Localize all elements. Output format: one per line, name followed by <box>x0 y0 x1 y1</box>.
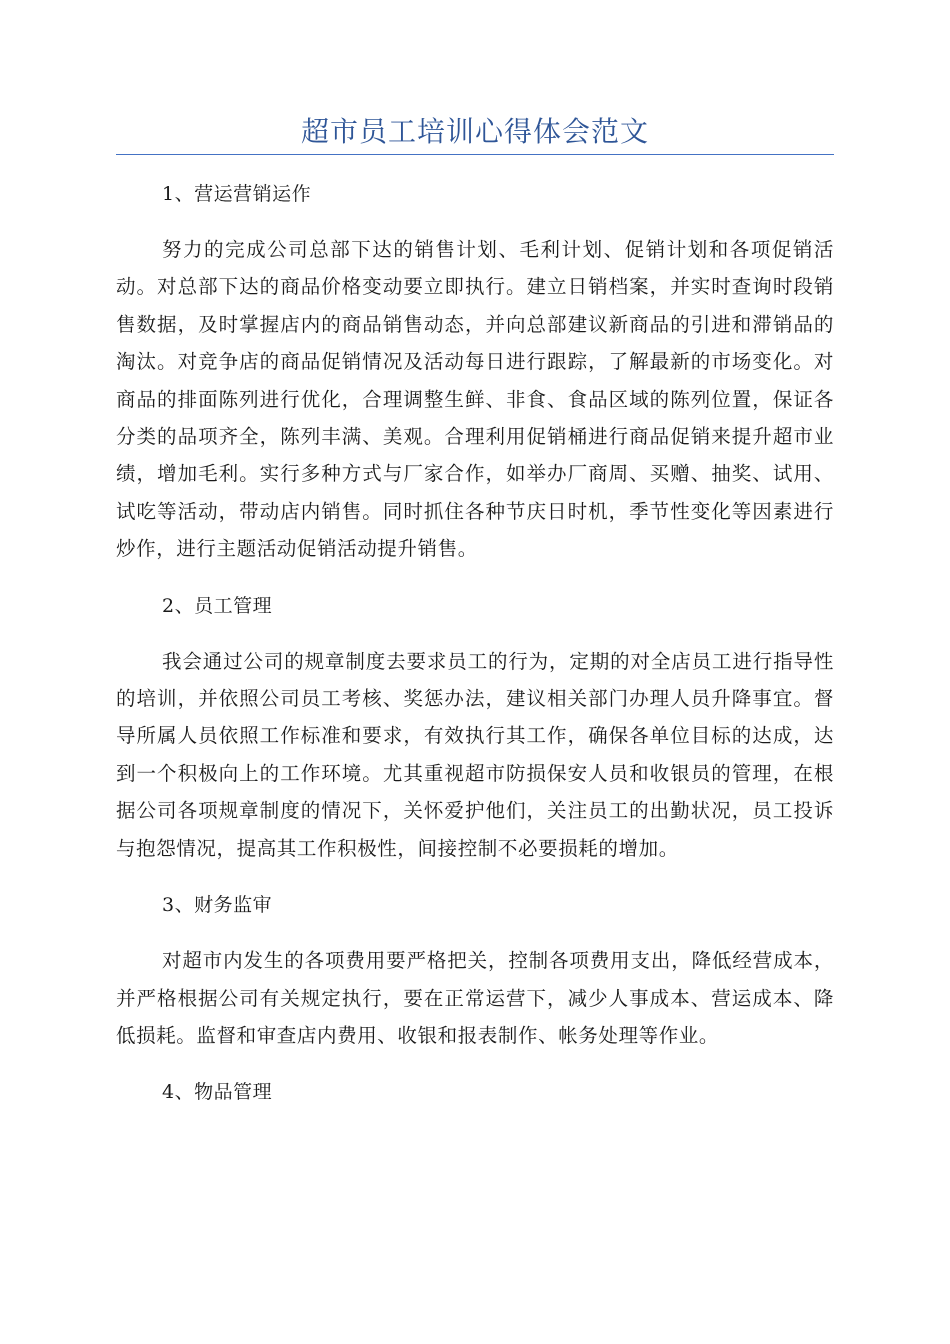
document-title: 超市员工培训心得体会范文 <box>300 115 649 148</box>
section-paragraph: 对超市内发生的各项费用要严格把关，控制各项费用支出，降低经营成本，并严格根据公司有关规定执行，要在正常运营下，减少人事成本、营运成本、降低损耗。监督和审查店内费用、收银和报表制作、帐务处理等作业。 <box>116 949 834 1047</box>
title-underline <box>116 154 834 155</box>
section-heading: 1、营运营销运作 <box>162 183 312 205</box>
document-body <box>116 176 834 1129</box>
section-paragraph: 努力的完成公司总部下达的销售计划、毛利计划、促销计划和各项促销活动。对总部下达的商品价格变动要立即执行。建立日销档案，并实时查询时段销售数据，及时掌握店内的商品销售动态，并向总部建议新商品的引进和滞销品的淘汰。对竞争店的商品促销情况及活动每日进行跟踪，了解最新的市场变化。对商品的排面陈列进行优化，合理调整生鲜、非食、食品区域的陈列位置，保证各分类的品项齐全，陈列丰满、美观。合理利用促销桶进行商品促销来提升超市业绩，增加毛利。实行多种方式与厂家合作，如举办厂商周、买赠、抽奖、试用、试吃等活动，带动店内销售。同时抓住各种节庆日时机，季节性变化等因素进行炒作，进行主题活动促销活动提升销售。 <box>116 238 834 561</box>
section-paragraph: 我会通过公司的规章制度去要求员工的行为，定期的对全店员工进行指导性的培训，并依照公司员工考核、奖惩办法，建议相关部门办理人员升降事宜。督导所属人员依照工作标准和要求，有效执行其工作，确保各单位目标的达成，达到一个积极向上的工作环境。尤其重视超市防损保安人员和收银员的管理，在根据公司各项规章制度的情况下，关怀爱护他们，关注员工的出勤状况，员工投诉与抱怨情况，提高其工作积极性，间接控制不必要损耗的增加。 <box>116 649 834 860</box>
section-heading: 4、物品管理 <box>162 1081 273 1104</box>
section-heading: 3、财务监审 <box>162 894 273 917</box>
section-heading: 2、员工管理 <box>162 594 273 617</box>
